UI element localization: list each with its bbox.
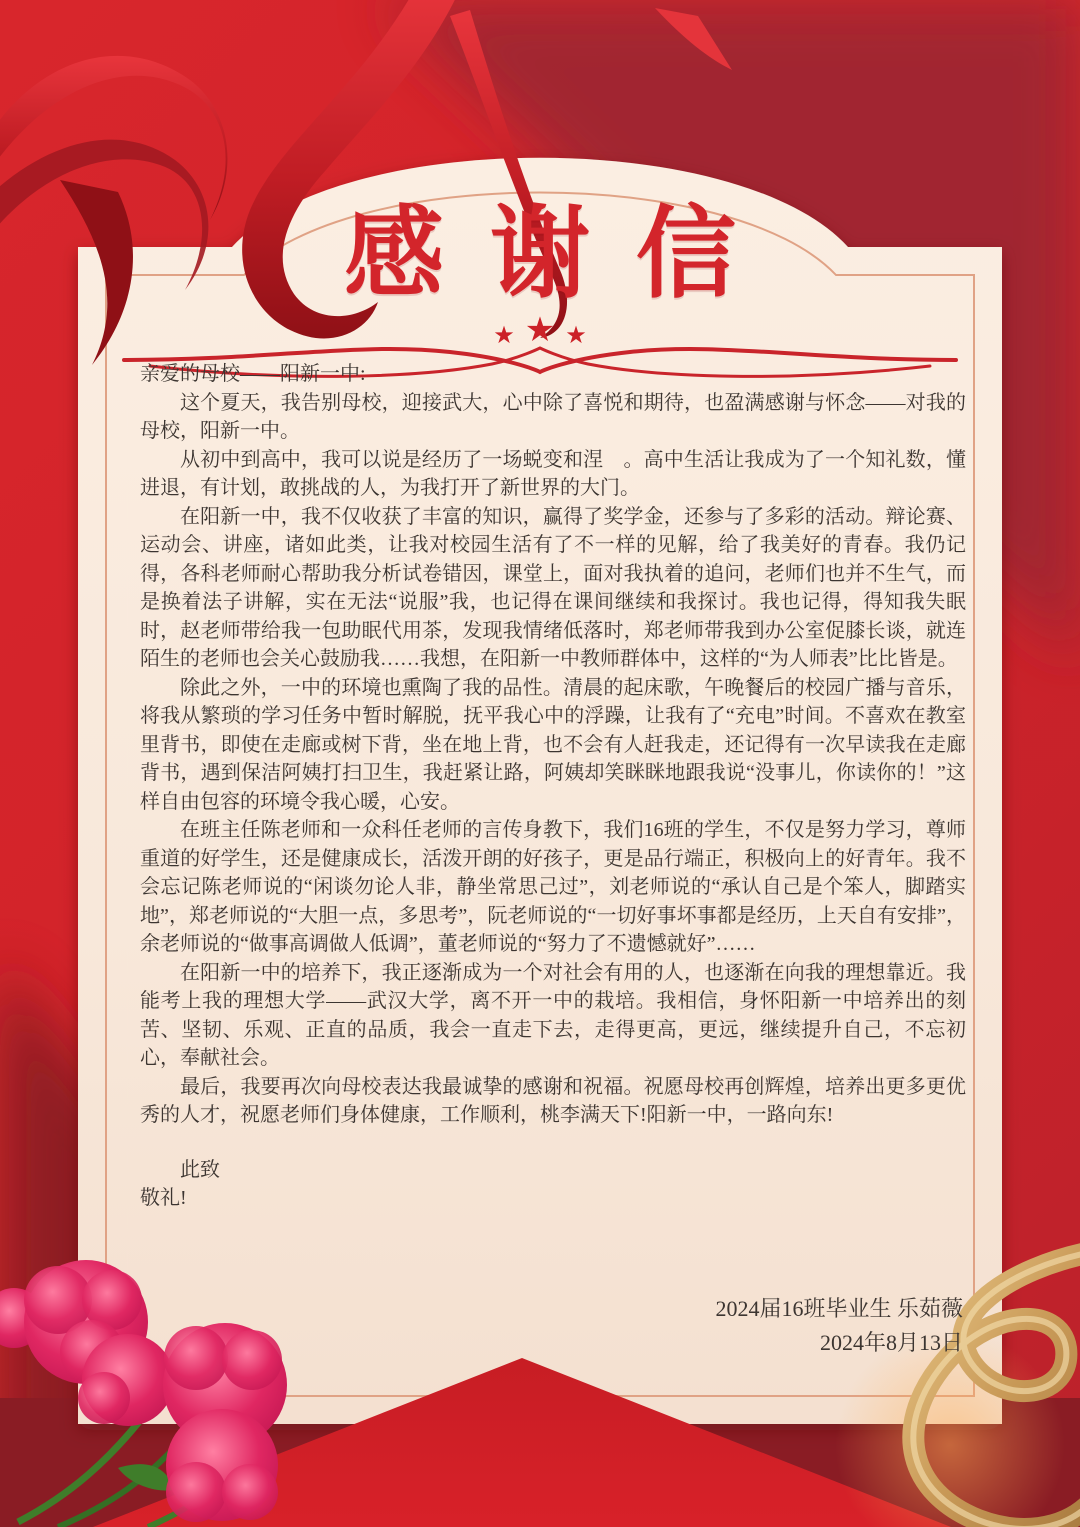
letter-paragraph: 除此之外，一中的环境也熏陶了我的品性。清晨的起床歌，午晚餐后的校园广播与音乐，将我从繁琐的学习任务中暂时解脱，抚平我心中的浮躁，让我有了“充电”时间。不喜欢在教室里背书，即使在走廊或树下背，坐在地上背，也不会有人赶我走，还记得有一次早读我在走廊背书，遇到保洁阿姨打扫卫生，我赶紧让路，阿姨却笑眯眯地跟我说“没事儿，你读你的！”这样自由包容的环境令我心暖，心安。 [140,676,966,813]
closing-salute: 敬礼! [140,1187,187,1209]
date-line: 2024年8月13日 [819,1330,963,1355]
signature-block [715,1292,963,1360]
letter-paragraph: 最后，我要再次向母校表达我最诚挚的感谢和祝福。祝愿母校再创辉煌，培养出更多更优秀的人才，祝愿老师们身体健康，工作顺利，桃李满天下!阳新一中，一路向东! [140,1075,966,1126]
star-icon: ★ [565,323,587,349]
letter-paragraph: 这个夏天，我告别母校，迎接武大，心中除了喜悦和期待，也盈满感谢与怀念——对我的母校，阳新一中。 [140,391,966,442]
letter-greeting: 亲爱的母校——阳新一中: [140,363,366,385]
letter-paragraph: 在阳新一中的培养下，我正逐渐成为一个对社会有用的人，也逐渐在向我的理想靠近。我能考上我的理想大学——武汉大学，离不开一中的栽培。我相信，身怀阳新一中培养出的刻苦、坚韧、乐观、正直的品质，我会一直走下去，走得更高，更远，继续提升自己，不忘初心，奉献社会。 [140,961,966,1069]
title-block [0,199,1080,310]
letter-title: 感谢信 [344,199,782,310]
letter-paragraph: 在班主任陈老师和一众科任老师的言传身教下，我们16班的学生，不仅是努力学习，尊师重道的好学生，还是健康成长，活泼开朗的好孩子，更是品行端正，积极向上的好青年。我不会忘记陈老师说的“闲谈勿论人非，静坐常思己过”，刘老师说的“承认自己是个笨人，脚踏实地”，郑老师说的“大胆一点，多思考”，阮老师说的“一切好事坏事都是经历，上天自有安排”，余老师说的“做事高调做人低调”，董老师说的“努力了不遗憾就好”…… [140,819,966,955]
letter-paragraph: 在阳新一中，我不仅收获了丰富的知识，赢得了奖学金，还参与了多彩的活动。辩论赛、运动会、讲座，诸如此类，让我对校园生活有了不一样的见解，给了我美好的青春。我仍记得，各科老师耐心帮助我分析试卷错因，课堂上，面对我执着的追问，老师们也并不生气，而是换着法子讲解，实在无法“说服”我，也记得在课间继续和我探讨。我也记得，得知我失眠时，赵老师带给我一包助眠代用茶，发现我情绪低落时，郑老师带我到办公室促膝长谈，就连陌生的老师也会关心鼓励我……我想，在阳新一中教师群体中，这样的“为人师表”比比皆是。 [140,505,966,670]
closing-respect: 此致 [180,1158,220,1181]
letter-closing [140,1156,966,1213]
stars-row [0,314,1080,348]
star-icon: ★ [493,323,515,349]
signature-line: 2024届16班毕业生 乐茹薇 [715,1296,963,1321]
letter-paragraph: 从初中到高中，我可以说是经历了一场蜕变和涅 。高中生活让我成为了一个知礼数，懂进退，有计划，敢挑战的人，为我打开了新世界的大门。 [140,448,966,499]
star-icon: ★ [524,312,556,349]
letter-body [140,360,966,1213]
